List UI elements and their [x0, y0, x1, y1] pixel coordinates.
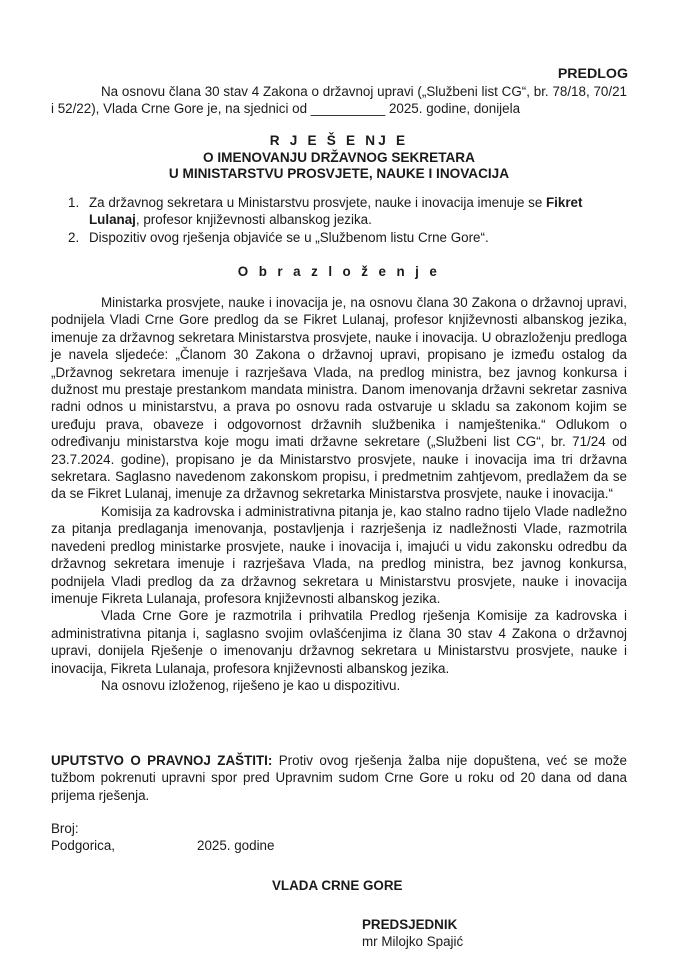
dispositive-item-number: 2.	[68, 229, 80, 245]
legal-remedy-label: UPUTSTVO O PRAVNOJ ZAŠTITI:	[51, 753, 273, 768]
dispositive-item-text: Za državnog sekretara u Ministarstvu prosvjete, nauke i inovacija imenuje se	[89, 195, 546, 210]
appointee-name: Fikret Lulanaj	[89, 195, 583, 228]
dispositive-item	[51, 194, 627, 229]
draft-label: PREDLOG	[557, 66, 628, 82]
issuing-authority: VLADA CRNE GORE	[272, 878, 403, 893]
year-label: 2025. godine	[197, 838, 275, 853]
dispositive-item-text: Dispozitiv ovog rješenja objaviće se u „Službenom listu Crne Gore“.	[89, 229, 489, 245]
dispositive-item	[51, 229, 627, 246]
dispositive-item-number: 1.	[68, 195, 80, 210]
document-number-label: Broj:	[51, 821, 79, 836]
reasoning-section	[51, 294, 627, 694]
reasoning-heading: O b r a z l o ž e n j e	[237, 264, 441, 279]
reasoning-paragraph: Ministarka prosvjete, nauke i inovacija je, na osnovu člana 30 Zakona o državnoj upravi, podnijela Vladi Crne Gore predlog da se Fikret Lulanaj, profesor književnosti albanskog jezika, imenuje za državnog sekretara Ministarstva prosvjete, nauke i inovacija. U obrazloženju predloga je navela sljedeće: „Članom 30 Zakona o državnoj upravi, propisano je između ostalog da „Državnog sekretara imenuje i razrješava Vlada, na predlog ministra, bez javnog konkursa i dužnost mu prestaje prestankom mandata ministra. Danom imenovanja državni sekretar zasniva radni odnos u ministarstvu, a prava po osnovu rada ostvaruje u skladu sa zakonom kojim se uređuju prava, obaveze i odgovornost državnih službenika i namještenika.“ Odlukom o određivanju ministarstva koje mogu imati državne sekretare („Službeni list CG“, br. 71/24 od 23.7.2024. godine), propisano je da Ministarstvo prosvjete, nauke i inovacija ima tri državna sekretara. Saglasno navedenom zakonskom propisu, i predmetnim zahtjevom, predlažem da se da se Fikret Lulanaj, imenuje za državnog sekretarka Ministarstva prosvjete, nauke i inovacija.“	[51, 295, 627, 502]
decision-title-line-2: O IMENOVANJU DRŽAVNOG SEKRETARA	[203, 149, 475, 165]
reasoning-paragraph: Vlada Crne Gore je razmotrila i prihvatila Predlog rješenja Komisije za kadrovska i administrativna pitanja i, saglasno svojim ovlašćenjima iz člana 30 stav 4 Zakona o državnoj upravi, donijela Rješenje o imenovanju državnog sekretara u Ministarstvu prosvjete, nauke i inovacija, Fikreta Lulanaja, profesora književnosti albanskog jezika.	[51, 608, 627, 676]
place-label: Podgorica,	[51, 838, 116, 853]
dispositive-list	[51, 194, 627, 246]
decision-title-line-1: R J E Š E NJ E	[269, 133, 409, 148]
decision-title-line-3: U MINISTARSTVU PROSVJETE, NAUKE I INOVACIJA	[168, 166, 510, 181]
signatory-name: mr Milojko Spajić	[362, 934, 464, 949]
preamble-paragraph: Na osnovu člana 30 stav 4 Zakona o državnoj upravi („Službeni list CG“, br. 78/18, 70/21 i 52/22), Vlada Crne Gore je, na sjednici od __________ 2025. godine, donijela	[51, 84, 627, 117]
legal-remedy-notice	[51, 752, 627, 804]
reasoning-paragraph: Komisija za kadrovska i administrativna pitanja je, kao stalno radno tijelo Vlade nadležno za pitanja predlaganja imenovanja, postavljenja i razrješenja iz nadležnosti Vlade, razmotrila navedeni predlog ministarke prosvjete, nauke i inovacija i, imajući u vidu zakonsku odredbu da državnog sekretara imenuje i razrješava Vlada, na predlog ministra, bez javnog konkursa, podnijela Vladi predlog da za državnog sekretara u Ministarstvu prosvjete, nauke i inovacija imenuje Fikreta Lulanaja, profesora književnosti albanskog jezika.	[51, 503, 627, 606]
reasoning-paragraph: Na osnovu izloženog, riješeno je kao u dispozitivu.	[101, 677, 401, 693]
decision-title	[51, 133, 627, 183]
dispositive-item-text-end: , profesor književnosti albanskog jezika.	[135, 212, 372, 228]
legal-remedy-text: Protiv ovog rješenja žalba nije dopuštena, već se može tužbom pokrenuti upravni spor pred Upravnim sudom Crne Gore u roku od 20 dana od dana prijema rješenja.	[51, 753, 627, 803]
signatory-title: PREDSJEDNIK	[362, 917, 458, 932]
